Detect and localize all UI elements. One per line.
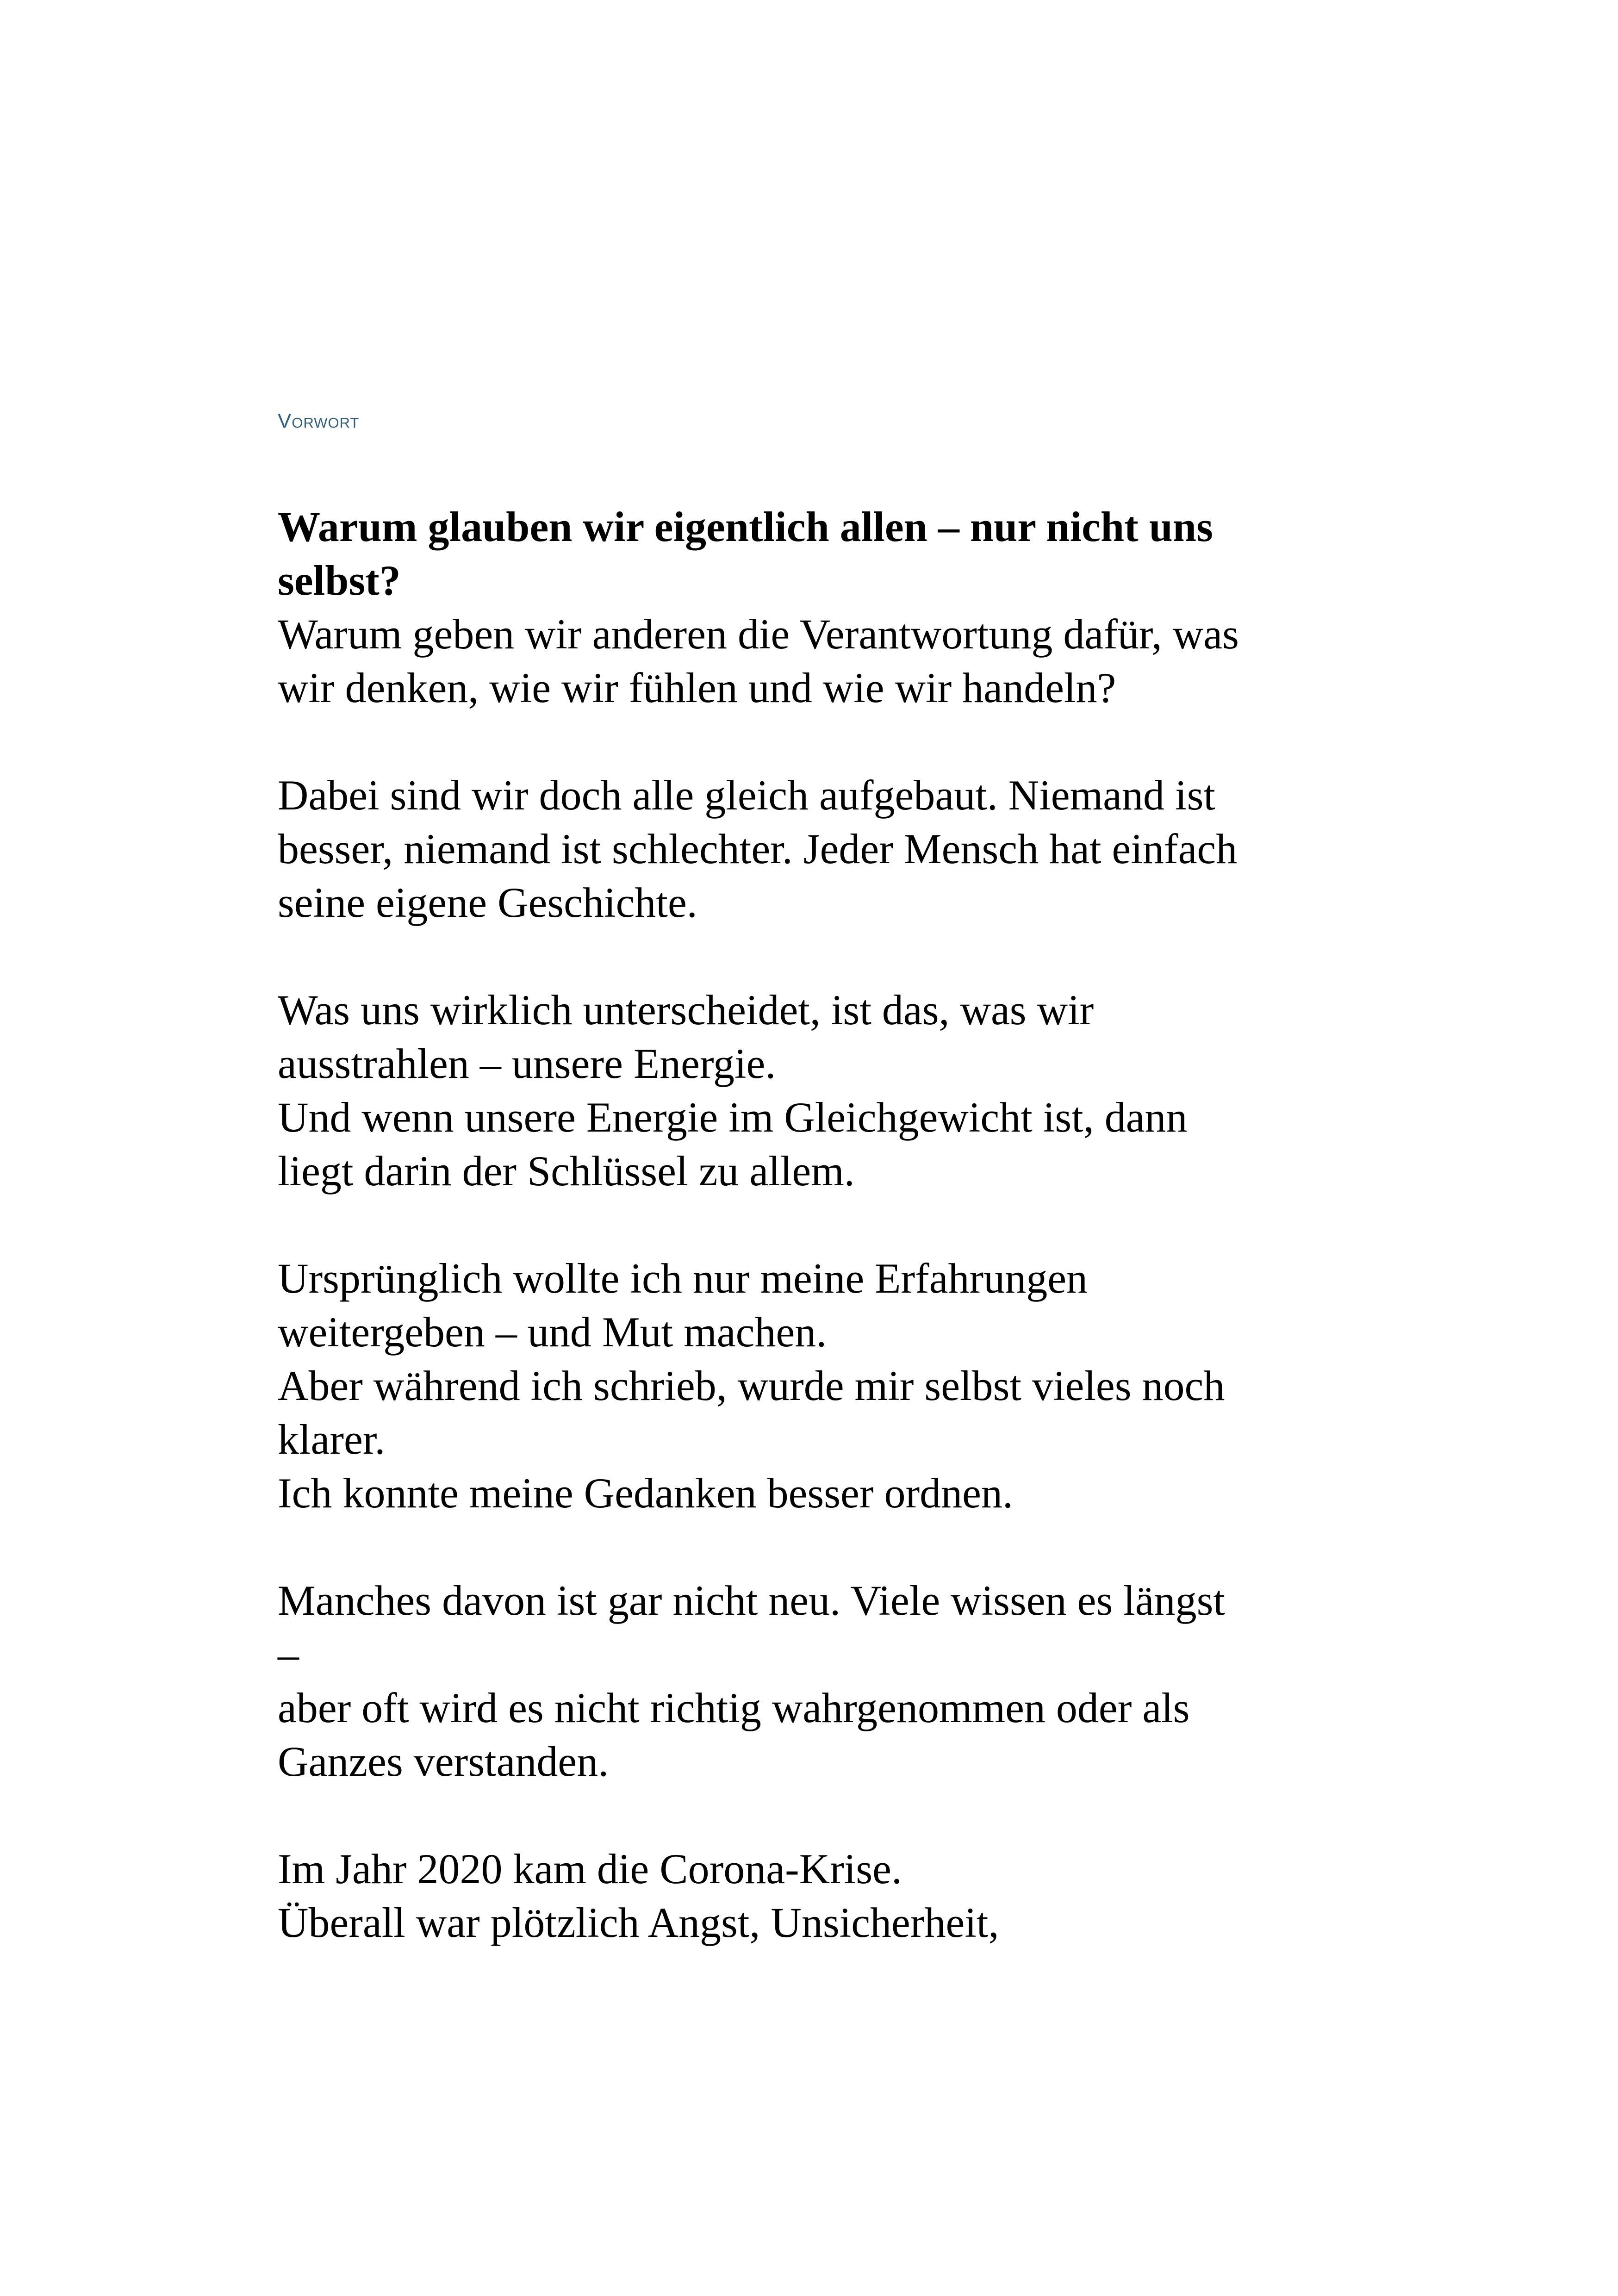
paragraph-spacer	[278, 929, 1379, 983]
paragraph-line: –	[278, 1630, 299, 1678]
paragraph-line: Manches davon ist gar nicht neu. Viele wissen es längst	[278, 1577, 1225, 1624]
paragraph-line: seine eigene Geschichte.	[278, 879, 697, 926]
paragraph-line: klarer.	[278, 1416, 386, 1463]
paragraph-line: aber oft wird es nicht richtig wahrgenommen oder als	[278, 1684, 1190, 1731]
paragraph-spacer	[278, 715, 1379, 768]
body-paragraph	[278, 607, 1379, 715]
paragraph-line: weitergeben – und Mut machen.	[278, 1308, 827, 1356]
body-paragraph	[278, 768, 1379, 929]
chapter-heading	[278, 500, 1379, 607]
section-label: Vorwort	[278, 410, 360, 432]
paragraph-line: Ursprünglich wollte ich nur meine Erfahrungen	[278, 1255, 1088, 1302]
paragraph-line: Ich konnte meine Gedanken besser ordnen.	[278, 1469, 1013, 1517]
paragraph-line: Überall war plötzlich Angst, Unsicherheit,	[278, 1899, 999, 1946]
heading-line: Warum glauben wir eigentlich allen – nur nicht uns	[278, 503, 1213, 550]
paragraph-line: wir denken, wie wir fühlen und wie wir handeln?	[278, 664, 1116, 711]
paragraph-line: besser, niemand ist schlechter. Jeder Mensch hat einfach	[278, 825, 1238, 872]
paragraph-line: Was uns wirklich unterscheidet, ist das, was wir	[278, 986, 1094, 1033]
paragraph-spacer	[278, 1198, 1379, 1251]
paragraph-line: Dabei sind wir doch alle gleich aufgebaut. Niemand ist	[278, 772, 1215, 819]
body-paragraph	[278, 983, 1379, 1198]
paragraph-spacer	[278, 1788, 1379, 1842]
body-paragraph	[278, 1842, 1379, 1949]
paragraph-line: Aber während ich schrieb, wurde mir selbst vieles noch	[278, 1362, 1225, 1409]
body-paragraph	[278, 1574, 1379, 1788]
paragraph-line: ausstrahlen – unsere Energie.	[278, 1040, 776, 1087]
heading-line: selbst?	[278, 557, 401, 604]
paragraph-line: Und wenn unsere Energie im Gleichgewicht ist, dann	[278, 1094, 1188, 1141]
paragraph-line: Im Jahr 2020 kam die Corona-Krise.	[278, 1845, 902, 1892]
body-paragraph	[278, 1251, 1379, 1520]
page-content	[278, 407, 1379, 1949]
paragraph-line: Warum geben wir anderen die Verantwortung dafür, was	[278, 610, 1239, 658]
paragraph-line: liegt darin der Schlüssel zu allem.	[278, 1147, 855, 1195]
paragraph-spacer	[278, 1520, 1379, 1574]
paragraph-line: Ganzes verstanden.	[278, 1738, 609, 1785]
